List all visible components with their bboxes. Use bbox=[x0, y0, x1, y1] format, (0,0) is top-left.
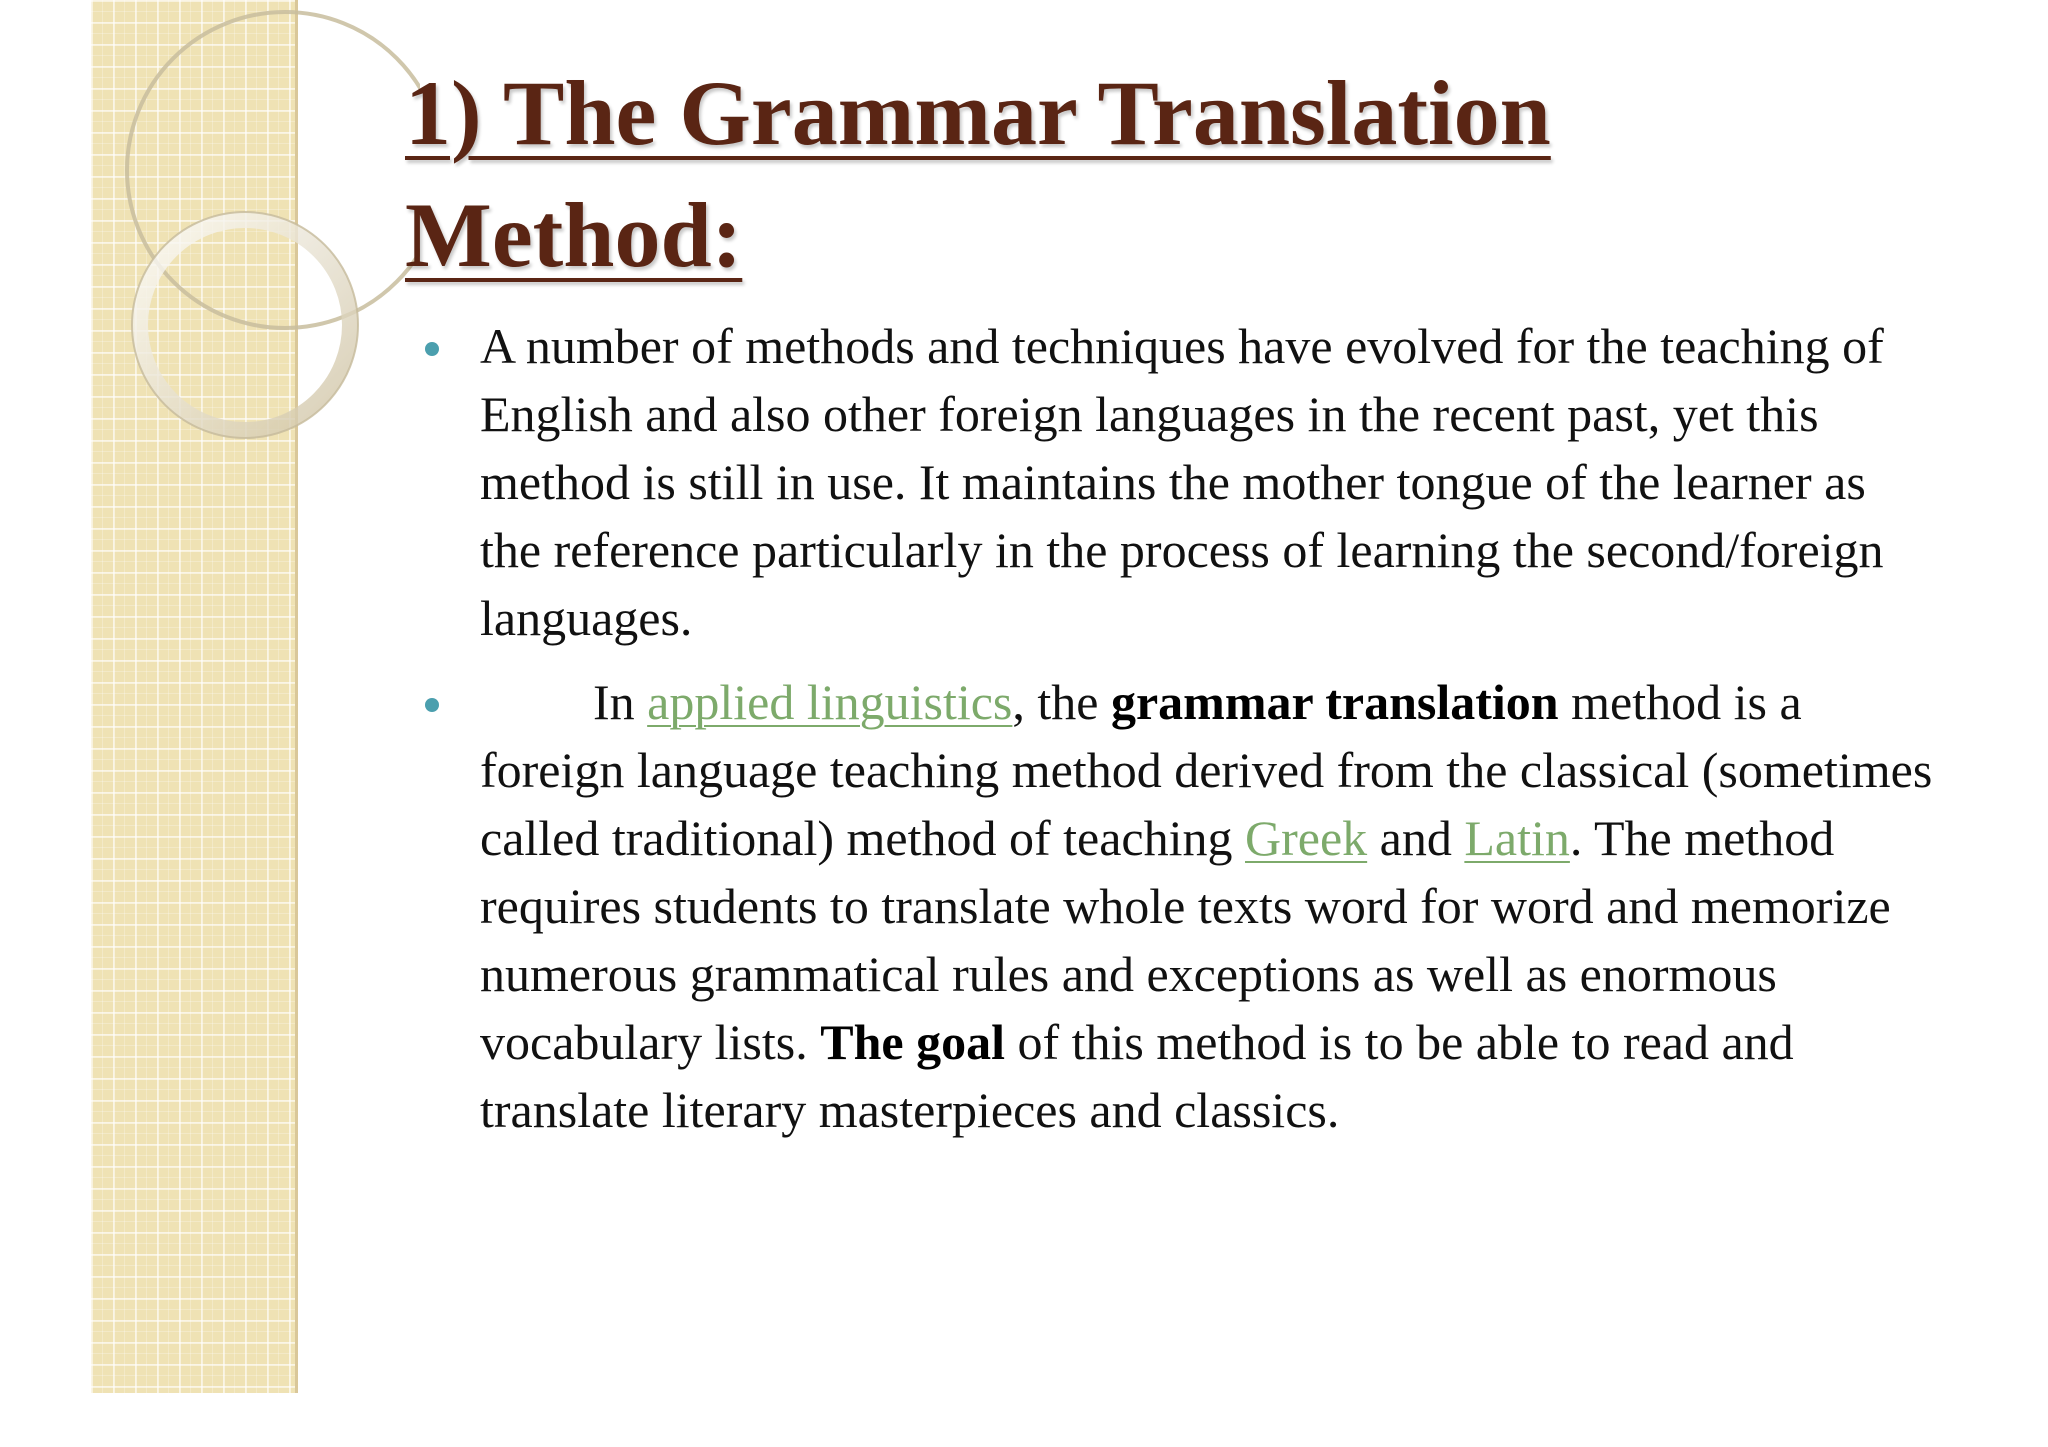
bullet-2-text-part: and bbox=[1367, 810, 1465, 866]
bold-grammar-translation: grammar translation bbox=[1110, 674, 1559, 730]
bullet-2-text-part: In bbox=[593, 674, 648, 730]
bullet-2-text-part: , the bbox=[1012, 674, 1111, 730]
link-greek[interactable]: Greek bbox=[1245, 810, 1368, 866]
bullet-2-text-part: . The method requires students to translate whole texts word for word and memorize numerous grammatical rules and exceptions as well as enormous vocabulary lists. bbox=[480, 810, 1891, 1070]
bullet-2-text-part: of this method is to be able to read and translate literary masterpieces and classics. bbox=[480, 1014, 1794, 1138]
slide-title: 1) The Grammar Translation Method: bbox=[405, 62, 1551, 286]
decorative-grid-strip bbox=[91, 0, 298, 1393]
bullet-list bbox=[425, 312, 1935, 1160]
bullet-dot-icon bbox=[425, 342, 439, 356]
bullet-dot-icon bbox=[425, 698, 439, 712]
bullet-item-2 bbox=[425, 668, 1935, 1144]
bullet-1-text: A number of methods and techniques have evolved for the teaching of English and also other foreign languages in the recent past, yet this method is still in use. It maintains the mother tongue of the learner as the reference particularly in the process of learning the second/foreign languages. bbox=[480, 318, 1884, 646]
link-latin[interactable]: Latin bbox=[1464, 810, 1570, 866]
link-applied-linguistics[interactable]: applied linguistics bbox=[647, 674, 1013, 730]
bullet-2-text-part: method is a foreign language teaching method derived from the classical (sometimes called traditional) method of teaching bbox=[480, 674, 1933, 866]
bold-the-goal: The goal bbox=[820, 1014, 1005, 1070]
bullet-item-1 bbox=[425, 312, 1935, 652]
